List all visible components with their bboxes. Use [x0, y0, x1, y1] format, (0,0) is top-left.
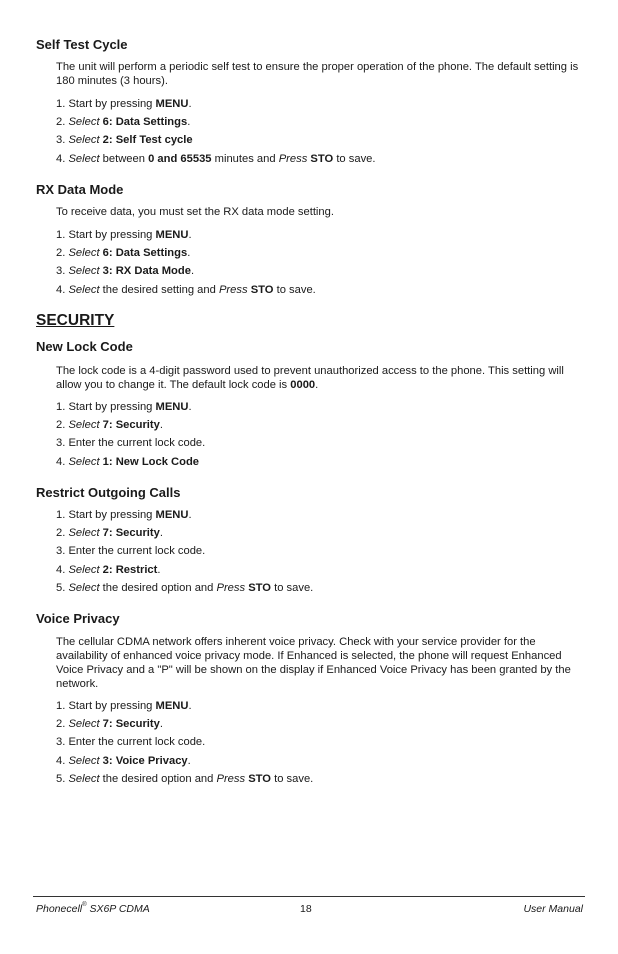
- step-item: [56, 133, 376, 151]
- step-bold2: STO: [248, 581, 271, 594]
- step-italic: Select: [68, 134, 100, 147]
- step-italic: Select: [68, 247, 100, 260]
- step-item: [56, 152, 376, 170]
- step-tail: .: [187, 754, 191, 767]
- step-italic: Select: [68, 718, 100, 731]
- step-mid: between: [102, 152, 145, 165]
- step-plain: Enter the current lock code.: [68, 437, 206, 450]
- rx-data-mode-heading: RX Data Mode: [36, 182, 124, 197]
- step-item: [56, 283, 316, 301]
- step-italic2: Press: [216, 772, 246, 785]
- voice-privacy-steps: [56, 699, 313, 790]
- step-n: 2.: [56, 718, 66, 731]
- step-italic: Select: [68, 419, 100, 432]
- step-n: 3.: [56, 736, 66, 749]
- step-item: [56, 115, 376, 133]
- step-item: [56, 436, 205, 454]
- step-tail: .: [187, 247, 191, 260]
- step-item: [56, 772, 313, 790]
- step-item: [56, 717, 313, 735]
- step-tail: to save.: [336, 152, 376, 165]
- step-n: 1.: [56, 98, 66, 110]
- step-italic: Select: [68, 283, 100, 296]
- step-item: [56, 264, 316, 282]
- step-n: 4.: [56, 152, 66, 165]
- step-item: [56, 246, 316, 264]
- step-item: [56, 754, 313, 772]
- footer-divider: [33, 896, 585, 897]
- rx-data-mode-steps: [56, 228, 316, 301]
- step-tail: to save.: [276, 283, 316, 296]
- step-italic: Select: [68, 527, 100, 540]
- step-tail: .: [190, 265, 195, 278]
- step-bold: MENU: [155, 98, 189, 110]
- step-italic: Select: [68, 563, 100, 576]
- step-italic2: Press: [278, 152, 308, 165]
- default-lock-code: 0000: [290, 379, 316, 391]
- step-tail: .: [157, 563, 161, 576]
- step-plain: Enter the current lock code.: [68, 736, 206, 749]
- step-n: 1.: [56, 401, 66, 413]
- step-item: [56, 735, 313, 753]
- step-item: [56, 97, 376, 115]
- step-tail: .: [188, 229, 192, 241]
- page-number: 18: [300, 903, 312, 915]
- new-lock-code-text: The lock code is a 4-digit password used to prevent unauthorized access to the phone. This setting will allow you to change it. The default lock code is: [56, 365, 564, 391]
- step-italic: Select: [68, 455, 100, 468]
- step-item: [56, 526, 313, 544]
- step-bold: 7: Security: [102, 527, 160, 540]
- step-italic: Select: [68, 116, 100, 129]
- step-italic: Select: [68, 581, 100, 594]
- new-lock-code-description: [56, 364, 586, 392]
- step-item: [56, 228, 316, 246]
- step-tail: .: [159, 718, 163, 731]
- rx-data-mode-description: To receive data, you must set the RX data mode setting.: [56, 206, 334, 218]
- step-bold: 7: Security: [102, 718, 160, 731]
- step-tail: .: [187, 116, 191, 129]
- step-tail: .: [188, 700, 192, 712]
- step-n: 1.: [56, 509, 66, 521]
- step-italic2: Press: [218, 283, 248, 296]
- step-bold: MENU: [155, 229, 189, 241]
- self-test-steps: [56, 97, 376, 170]
- registered-mark: ®: [82, 902, 87, 908]
- self-test-description: The unit will perform a periodic self test to ensure the proper operation of the phone. The default setting is 180 minutes (3 hours).: [56, 61, 579, 87]
- step-n: 5.: [56, 581, 66, 594]
- footer-manual-title: User Manual: [523, 903, 583, 915]
- step-tail: to save.: [274, 581, 314, 594]
- new-lock-code-steps: [56, 400, 205, 473]
- step-italic: Select: [68, 772, 100, 785]
- restrict-outgoing-heading: Restrict Outgoing Calls: [36, 485, 181, 500]
- step-n: 2.: [56, 419, 66, 432]
- step-tail: .: [188, 509, 192, 521]
- step-tail: .: [188, 401, 192, 413]
- step-bold: 3: RX Data Mode: [102, 265, 191, 278]
- step-item: [56, 581, 313, 599]
- step-mid: the desired option and: [102, 581, 214, 594]
- step-italic: Select: [68, 152, 100, 165]
- step-n: 3.: [56, 265, 66, 278]
- step-bold: MENU: [155, 401, 189, 413]
- new-lock-code-heading: New Lock Code: [36, 339, 133, 354]
- step-bold: 3: Voice Privacy: [102, 754, 188, 767]
- step-bold2: STO: [310, 152, 334, 165]
- step-bold: 2: Restrict: [102, 563, 158, 576]
- step-n: 1.: [56, 229, 66, 241]
- step-item: [56, 400, 205, 418]
- step-n: 3.: [56, 545, 66, 558]
- step-item: [56, 508, 313, 526]
- step-bold: 2: Self Test cycle: [102, 134, 193, 147]
- step-plain: Start by pressing: [68, 700, 153, 712]
- step-item: [56, 699, 313, 717]
- step-bold: 6: Data Settings: [102, 247, 188, 260]
- step-n: 4.: [56, 563, 66, 576]
- step-tail: .: [188, 98, 192, 110]
- step-n: 2.: [56, 116, 66, 129]
- step-italic2: Press: [216, 581, 246, 594]
- self-test-heading: Self Test Cycle: [36, 37, 128, 52]
- step-bold: MENU: [155, 700, 189, 712]
- step-n: 1.: [56, 700, 66, 712]
- step-bold: 1: New Lock Code: [102, 455, 200, 468]
- security-heading: SECURITY: [36, 312, 115, 329]
- step-tail: .: [159, 419, 163, 432]
- step-n: 4.: [56, 754, 66, 767]
- step-item: [56, 455, 205, 473]
- voice-privacy-heading: Voice Privacy: [36, 611, 120, 626]
- step-plain: Start by pressing: [68, 509, 153, 521]
- footer-model: SX6P CDMA: [86, 903, 150, 915]
- step-n: 5.: [56, 772, 66, 785]
- step-tail: .: [159, 527, 163, 540]
- step-plain: Start by pressing: [68, 229, 153, 241]
- step-plain: Enter the current lock code.: [68, 545, 206, 558]
- step-item: [56, 563, 313, 581]
- step-bold: 7: Security: [102, 419, 160, 432]
- step-n: 2.: [56, 527, 66, 540]
- punctuation: .: [315, 379, 319, 391]
- step-n: 4.: [56, 283, 66, 296]
- step-bold: 6: Data Settings: [102, 116, 188, 129]
- step-item: [56, 418, 205, 436]
- step-mid2: minutes and: [214, 152, 276, 165]
- step-item: [56, 544, 313, 562]
- voice-privacy-description: The cellular CDMA network offers inherent voice privacy. Check with your service provider for the availability of enhanced voice privacy mode. If Enhanced is selected, the phone will request Enhanced Voice Privacy and a "P" will be shown on the display if Enhanced Voice Privacy has been granted by the network.: [56, 636, 571, 690]
- step-plain: Start by pressing: [68, 98, 153, 110]
- step-plain: Start by pressing: [68, 401, 153, 413]
- step-bold2: STO: [250, 283, 274, 296]
- step-italic: Select: [68, 265, 100, 278]
- step-bold: 0 and 65535: [148, 152, 212, 165]
- step-bold2: STO: [248, 772, 271, 785]
- footer-brand: Phonecell: [36, 903, 83, 915]
- step-italic: Select: [68, 754, 100, 767]
- step-n: 3.: [56, 437, 66, 450]
- step-mid: the desired option and: [102, 772, 214, 785]
- step-n: 2.: [56, 247, 66, 260]
- step-n: 3.: [56, 134, 66, 147]
- step-tail: to save.: [274, 772, 314, 785]
- restrict-outgoing-steps: [56, 508, 313, 599]
- step-mid: the desired setting and: [102, 283, 216, 296]
- step-bold: MENU: [155, 509, 189, 521]
- footer-product: [36, 903, 150, 915]
- step-n: 4.: [56, 455, 66, 468]
